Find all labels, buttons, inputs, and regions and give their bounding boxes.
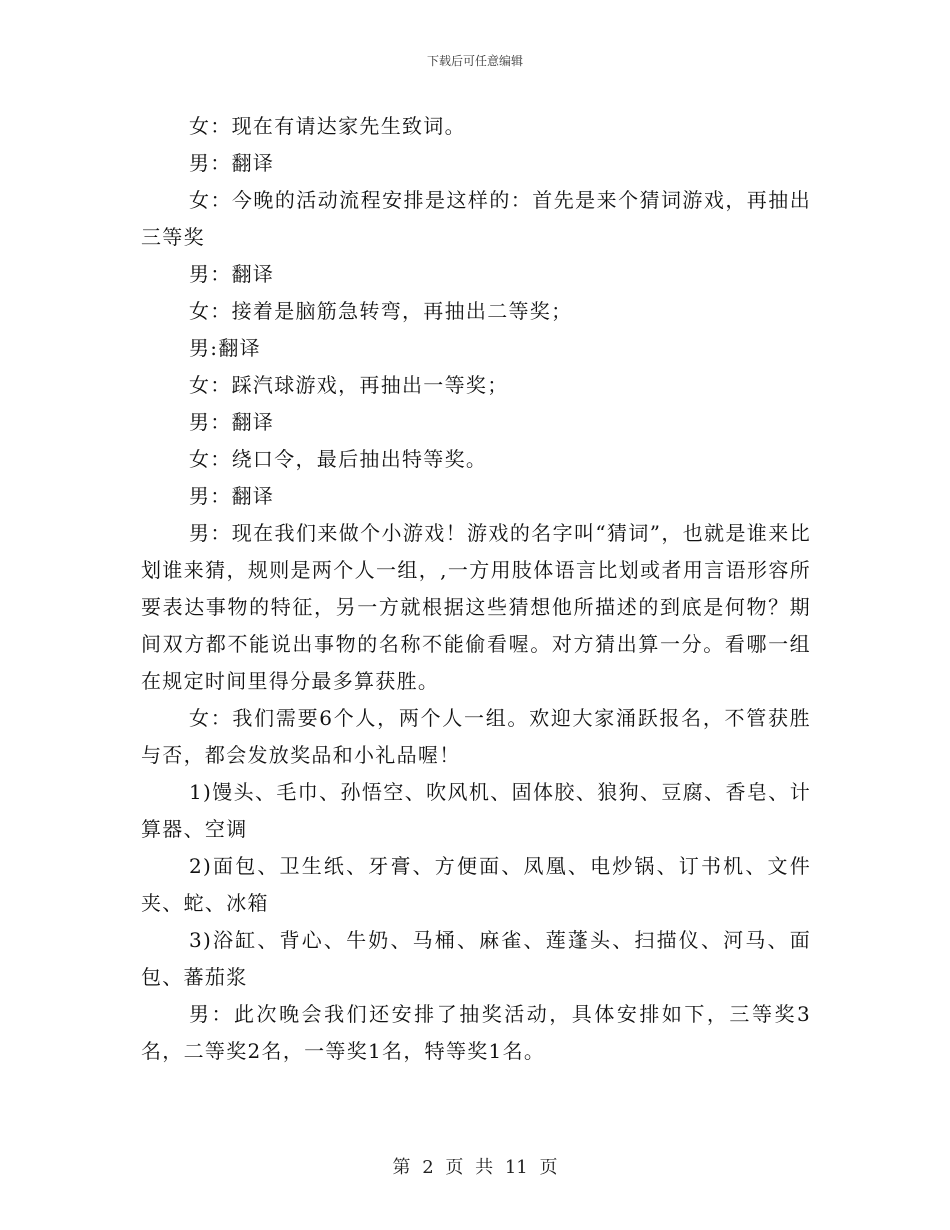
- paragraph: 男:翻译: [189, 336, 261, 360]
- paragraph: 男：翻译: [189, 151, 275, 175]
- paragraph: 男：翻译: [189, 262, 275, 286]
- page-number: 第 2 页 共 11 页: [392, 1157, 558, 1178]
- page-header-note: 下载后可任意编辑: [426, 54, 523, 68]
- list-item: 1)馒头、毛巾、孙悟空、吹风机、固体胶、狼狗、豆腐、香皂、计算器、空调: [141, 780, 811, 841]
- list-item: 3)浴缸、背心、牛奶、马桶、麻雀、莲蓬头、扫描仪、河马、面包、蕃茄浆: [141, 928, 811, 989]
- paragraph: 男：此次晚会我们还安排了抽奖活动，具体安排如下，三等奖3名，二等奖2名，一等奖1名，特等奖1名。: [141, 1002, 811, 1063]
- paragraph: 女：今晚的活动流程安排是这样的：首先是来个猜词游戏，再抽出三等奖: [141, 188, 811, 249]
- paragraph: 男：翻译: [189, 484, 275, 508]
- list-item: 2)面包、卫生纸、牙膏、方便面、凤凰、电炒锅、订书机、文件夹、蛇、冰箱: [141, 854, 811, 915]
- paragraph: 女：现在有请达家先生致词。: [189, 114, 466, 138]
- document-body: [141, 108, 811, 1070]
- paragraph: 女：绕口令，最后抽出特等奖。: [189, 447, 488, 471]
- paragraph: 女：接着是脑筋急转弯，再抽出二等奖；: [189, 299, 573, 323]
- paragraph: 女：我们需要6个人，两个人一组。欢迎大家涌跃报名，不管获胜与否，都会发放奖品和小礼品喔！: [141, 706, 811, 767]
- paragraph: 女：踩汽球游戏，再抽出一等奖；: [189, 373, 509, 397]
- paragraph: 男：现在我们来做个小游戏！游戏的名字叫“猜词”，也就是谁来比划谁来猜，规则是两个人一组，,一方用肢体语言比划或者用言语形容所要表达事物的特征，另一方就根据这些猜想他所描述的到底是何物？期间双方都不能说出事物的名称不能偷看喔。对方猜出算一分。看哪一组在规定时间里得分最多算获胜。: [141, 521, 811, 693]
- paragraph: 男：翻译: [189, 410, 275, 434]
